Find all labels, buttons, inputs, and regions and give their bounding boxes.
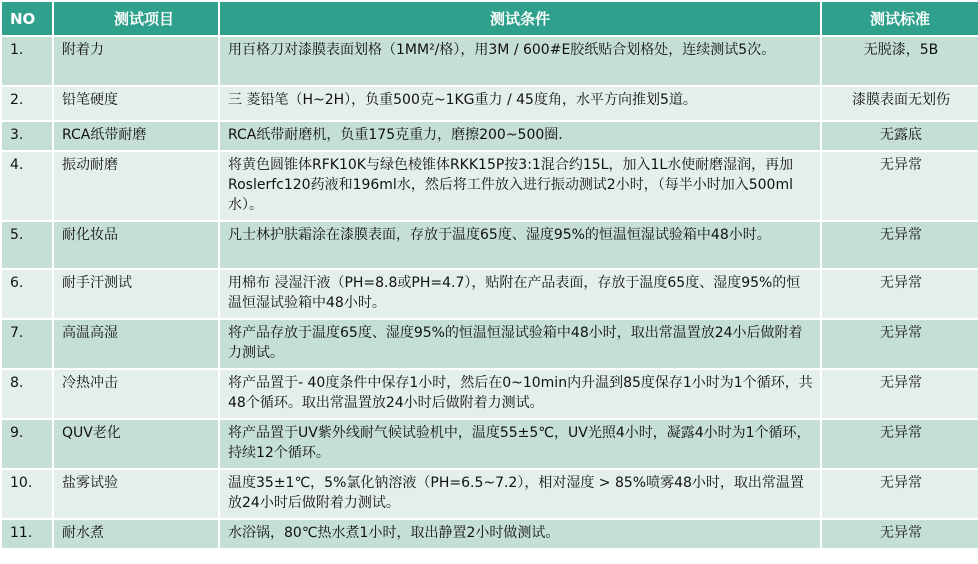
- row-test-standard: 无异常: [821, 151, 978, 221]
- row-test-condition: 用棉布 浸湿汗液（PH=8.8或PH=4.7），贴附在产品表面，存放于温度65度、湿度95%的恒温恒湿试验箱中48小时。: [219, 269, 821, 319]
- row-no: 8.: [1, 369, 53, 419]
- row-no: 2.: [1, 86, 53, 121]
- table-row: [1, 151, 978, 221]
- row-test-item: RCA纸带耐磨: [53, 121, 219, 151]
- row-test-standard: 无异常: [821, 319, 978, 369]
- row-test-condition: 凡士林护肤霜涂在漆膜表面，存放于温度65度、湿度95%的恒温恒湿试验箱中48小时。: [219, 221, 821, 269]
- row-no: 3.: [1, 121, 53, 151]
- table-row: [1, 319, 978, 369]
- row-test-condition: 水浴锅，80℃热水煮1小时，取出静置2小时做测试。: [219, 519, 821, 549]
- row-test-item: 振动耐磨: [53, 151, 219, 221]
- row-test-standard: 无异常: [821, 419, 978, 469]
- row-test-condition: 温度35±1℃，5%氯化钠溶液（PH=6.5~7.2），相对湿度 > 85%喷雾48小时，取出常温置放24小时后做附着力测试。: [219, 469, 821, 519]
- header-test-standard: 测试标准: [821, 1, 978, 36]
- header-no: NO: [1, 1, 53, 36]
- row-no: 1.: [1, 36, 53, 86]
- row-test-standard: 无异常: [821, 221, 978, 269]
- row-test-condition: RCA纸带耐磨机，负重175克重力，磨擦200~500圈.: [219, 121, 821, 151]
- row-test-item: 盐雾试验: [53, 469, 219, 519]
- table-row: [1, 221, 978, 269]
- header-test-item: 测试项目: [53, 1, 219, 36]
- row-test-item: 冷热冲击: [53, 369, 219, 419]
- table-row: [1, 469, 978, 519]
- row-test-standard: 无露底: [821, 121, 978, 151]
- row-no: 9.: [1, 419, 53, 469]
- row-test-item: QUV老化: [53, 419, 219, 469]
- row-no: 4.: [1, 151, 53, 221]
- row-test-item: 铅笔硬度: [53, 86, 219, 121]
- row-test-standard: 无异常: [821, 269, 978, 319]
- table-row: [1, 36, 978, 86]
- table-row: [1, 86, 978, 121]
- row-test-condition: 将产品置于UV紫外线耐气候试验机中，温度55±5℃，UV光照4小时，凝露4小时为1个循环，持续12个循环。: [219, 419, 821, 469]
- row-test-standard: 无异常: [821, 469, 978, 519]
- row-test-condition: 三 菱铅笔（H~2H），负重500克~1KG重力 / 45度角，水平方向推划5道。: [219, 86, 821, 121]
- row-test-condition: 将黄色圆锥体RFK10K与绿色棱锥体RKK15P按3:1混合约15L，加入1L水使耐磨湿润，再加Roslerfc120药液和196ml水，然后将工件放入进行振动测试2小时，（每半小时加入500ml水）。: [219, 151, 821, 221]
- row-no: 5.: [1, 221, 53, 269]
- header-test-condition: 测试条件: [219, 1, 821, 36]
- row-test-condition: 将产品存放于温度65度、湿度95%的恒温恒湿试验箱中48小时，取出常温置放24小后做附着力测试。: [219, 319, 821, 369]
- table-row: [1, 519, 978, 549]
- row-test-standard: 无异常: [821, 369, 978, 419]
- row-test-condition: 将产品置于- 40度条件中保存1小时，然后在0~10min内升温到85度保存1小时为1个循环，共48个循环。取出常温置放24小时后做附着力测试。: [219, 369, 821, 419]
- row-no: 11.: [1, 519, 53, 549]
- row-test-item: 附着力: [53, 36, 219, 86]
- table-row: [1, 269, 978, 319]
- row-test-item: 高温高湿: [53, 319, 219, 369]
- row-no: 6.: [1, 269, 53, 319]
- row-test-standard: 无脱漆，5B: [821, 36, 978, 86]
- row-no: 7.: [1, 319, 53, 369]
- table-header: [1, 1, 978, 36]
- table-row: [1, 419, 978, 469]
- row-no: 10.: [1, 469, 53, 519]
- table-body: [1, 36, 978, 549]
- header-row: [1, 1, 978, 36]
- table-row: [1, 369, 978, 419]
- row-test-item: 耐化妆品: [53, 221, 219, 269]
- row-test-item: 耐水煮: [53, 519, 219, 549]
- row-test-condition: 用百格刀对漆膜表面划格（1MM²/格），用3M / 600#E胶纸贴合划格处，连续测试5次。: [219, 36, 821, 86]
- row-test-item: 耐手汗测试: [53, 269, 219, 319]
- table-row: [1, 121, 978, 151]
- row-test-standard: 无异常: [821, 519, 978, 549]
- row-test-standard: 漆膜表面无划伤: [821, 86, 978, 121]
